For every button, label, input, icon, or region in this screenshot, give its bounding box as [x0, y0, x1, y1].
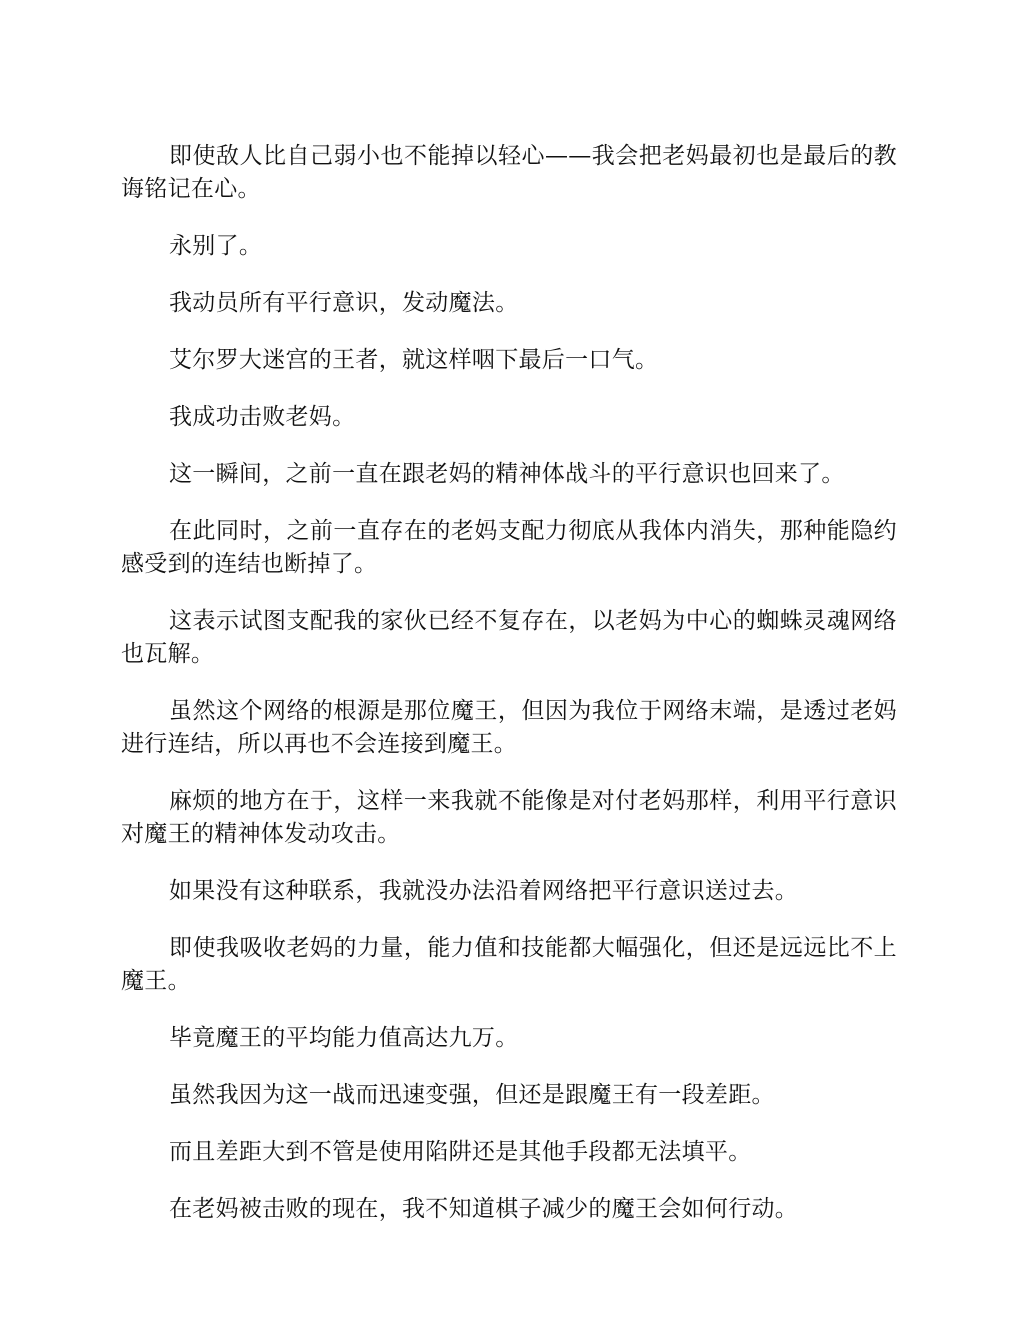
- paragraph: 麻烦的地方在于，这样一来我就不能像是对付老妈那样，利用平行意识对魔王的精神体发动攻击。: [121, 788, 897, 847]
- paragraph: 虽然我因为这一战而迅速变强，但还是跟魔王有一段差距。: [169, 1082, 775, 1108]
- paragraph: 永别了。: [169, 233, 263, 259]
- paragraph: 而且差距大到不管是使用陷阱还是其他手段都无法填平。: [169, 1139, 752, 1165]
- paragraph: 虽然这个网络的根源是那位魔王，但因为我位于网络末端，是透过老妈进行连结，所以再也不会连接到魔王。: [121, 698, 897, 757]
- paragraph: 这表示试图支配我的家伙已经不复存在，以老妈为中心的蜘蛛灵魂网络也瓦解。: [121, 608, 897, 667]
- paragraph: 我成功击败老妈。: [169, 404, 356, 430]
- paragraph: 即使我吸收老妈的力量，能力值和技能都大幅强化，但还是远远比不上魔王。: [121, 935, 897, 994]
- paragraph: 在此同时，之前一直存在的老妈支配力彻底从我体内消失，那种能隐约感受到的连结也断掉了。: [121, 518, 897, 577]
- paragraph: 我动员所有平行意识，发动魔法。: [169, 290, 519, 316]
- paragraph: 这一瞬间，之前一直在跟老妈的精神体战斗的平行意识也回来了。: [169, 461, 845, 487]
- document-page: [121, 140, 897, 1250]
- paragraph: 如果没有这种联系，我就没办法沿着网络把平行意识送过去。: [169, 878, 799, 904]
- paragraph: 即使敌人比自己弱小也不能掉以轻心——我会把老妈最初也是最后的教诲铭记在心。: [121, 143, 897, 202]
- paragraph: 在老妈被击败的现在，我不知道棋子减少的魔王会如何行动。: [169, 1196, 799, 1222]
- paragraph: 艾尔罗大迷宫的王者，就这样咽下最后一口气。: [169, 347, 659, 373]
- paragraph: 毕竟魔王的平均能力值高达九万。: [169, 1025, 519, 1051]
